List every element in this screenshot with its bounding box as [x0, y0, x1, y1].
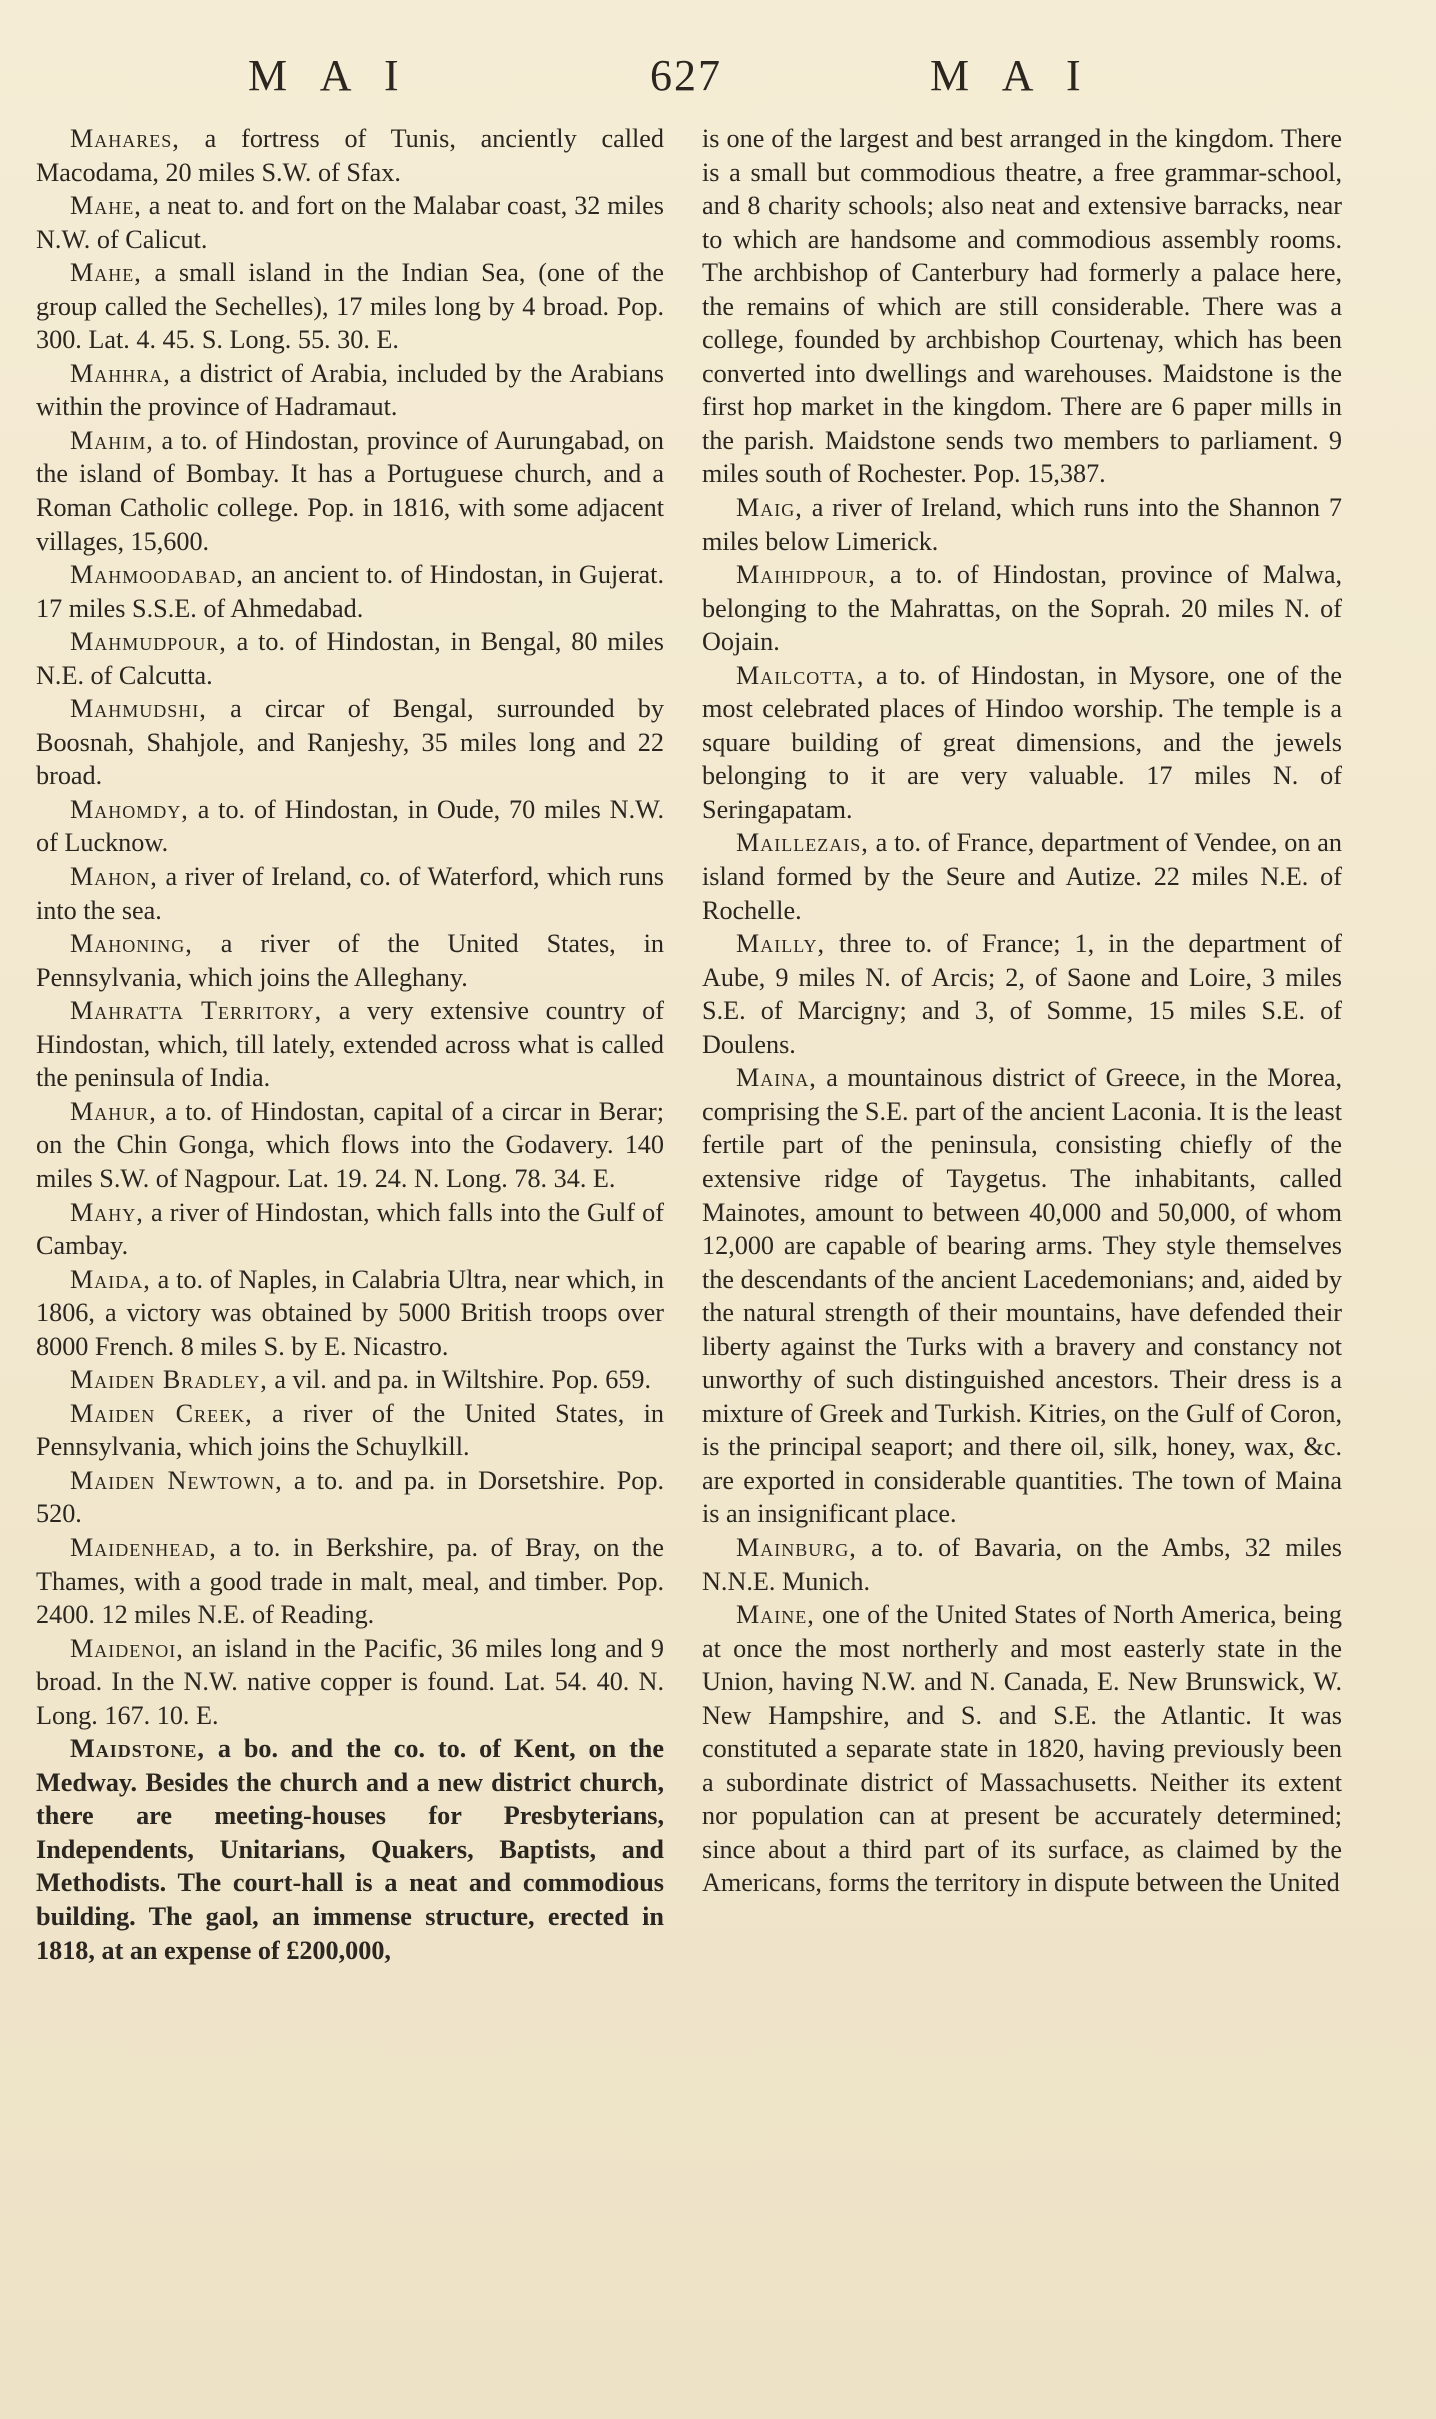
entry-headword: Maillezais,: [736, 828, 869, 858]
entry-text: a circar of Bengal, surrounded by Boosnah, Shahjole, and Ranjeshy, 35 miles long and 22 broad.: [36, 694, 664, 791]
entry-text: a to. in Berkshire, pa. of Bray, on the Thames, with a good trade in malt, meal, and timber. Pop. 2400. 12 miles N.E. of Reading.: [36, 1532, 664, 1630]
gazetteer-entry: [36, 692, 664, 793]
entry-headword: Maidenoi,: [70, 1633, 184, 1663]
gazetteer-entry: [36, 1531, 664, 1632]
entry-headword: Maidstone,: [70, 1734, 205, 1764]
entry-headword: Maihidpour,: [736, 560, 876, 590]
gazetteer-entry: [36, 927, 664, 994]
entry-headword: Maiden Newtown,: [70, 1465, 283, 1495]
gazetteer-entry: [702, 558, 1342, 659]
entry-text: a to. of Hindostan, in Oude, 70 miles N.W. of Lucknow.: [36, 794, 664, 858]
entry-text: a to. of Hindostan, in Bengal, 80 miles N.E. of Calcutta.: [36, 627, 664, 690]
gazetteer-entry: [36, 625, 664, 692]
entry-headword: Mahe,: [70, 258, 142, 288]
entry-headword: Mahur,: [70, 1096, 157, 1126]
entry-headword: Maiden Creek,: [70, 1398, 253, 1428]
entry-text: a to. of Hindostan, province of Aurungabad, on the island of Bombay. It has a Portuguese church, and a Roman Catholic college. Pop. in 1816, with some adjacent villages, 15,600.: [36, 425, 664, 556]
entry-text: a neat to. and fort on the Malabar coast, 32 miles N.W. of Calicut.: [36, 191, 664, 254]
entry-text: a river of Hindostan, which falls into the Gulf of Cambay.: [36, 1197, 664, 1261]
entry-headword: Mailly,: [736, 929, 826, 959]
entry-headword: Mahhra,: [70, 358, 171, 388]
gazetteer-entry: [36, 1632, 664, 1733]
left-column: [36, 122, 664, 2392]
entry-headword: Mahomdy,: [70, 794, 189, 824]
entry-text: three to. of France; 1, in the department of Aube, 9 miles N. of Arcis; 2, of Saone and Loire, 3 miles S.E. of Marcigny; and 3, of Somme, 15 miles S.E. of Doulens.: [702, 929, 1342, 1059]
entry-headword: Mahmoodabad,: [70, 560, 244, 590]
entry-text: a to. and pa. in Dorsetshire. Pop. 520.: [36, 1465, 664, 1529]
entry-headword: Maine,: [736, 1600, 815, 1630]
entry-text: an island in the Pacific, 36 miles long and 9 broad. In the N.W. native copper is found. Lat. 54. 40. N. Long. 167. 10. E.: [36, 1633, 664, 1730]
gazetteer-entry: [36, 256, 664, 357]
entry-headword: Mahares,: [70, 124, 180, 153]
entry-text: a fortress of Tunis, anciently called Macodama, 20 miles S.W. of Sfax.: [36, 124, 664, 187]
entry-headword: Maina,: [736, 1063, 817, 1093]
gazetteer-entry: [36, 424, 664, 558]
right-column: [702, 122, 1342, 2392]
entry-text: a small island in the Indian Sea, (one of the group called the Sechelles), 17 miles long by 4 broad. Pop. 300. Lat. 4. 45. S. Long. 55. 30. E.: [36, 258, 664, 355]
entry-text: a to. of Hindostan, in Mysore, one of the most celebrated places of Hindoo worship. The temple is a square building of great dimensions, and the jewels belonging to it are very valuable. 17 miles N. of Seringapatam.: [702, 660, 1342, 824]
entry-text: a to. of Hindostan, capital of a circar in Berar; on the Chin Gonga, which flows into the Godavery. 140 miles S.W. of Nagpour. Lat. 19. 24. N. Long. 78. 34. E.: [36, 1096, 664, 1193]
entry-headword: Mahmudshi,: [70, 694, 207, 724]
entry-text: a river of Ireland, co. of Waterford, which runs into the sea.: [36, 862, 664, 925]
gazetteer-entry: [702, 659, 1342, 827]
gazetteer-entry: [702, 1531, 1342, 1598]
entry-headword: Mahratta Territory,: [70, 996, 323, 1026]
gazetteer-entry: [36, 994, 664, 1095]
page-number: 627: [650, 51, 722, 100]
gazetteer-entry: [36, 860, 664, 927]
entry-text: a river of Ireland, which runs into the Shannon 7 miles below Limerick.: [702, 493, 1342, 556]
gazetteer-entry: [702, 491, 1342, 558]
header-right: M A I: [930, 51, 1093, 100]
entry-text: a to. of Bavaria, on the Ambs, 32 miles N.N.E. Munich.: [702, 1532, 1342, 1596]
gazetteer-entry: [36, 558, 664, 625]
entry-headword: Mahe,: [70, 191, 142, 221]
entry-headword: Mahoning,: [70, 929, 193, 959]
entry-headword: Maidenhead,: [70, 1532, 217, 1562]
entry-text: a vil. and pa. in Wiltshire. Pop. 659.: [267, 1365, 652, 1395]
gazetteer-entry: [36, 1263, 664, 1364]
gazetteer-entry: [36, 357, 664, 424]
entry-text: a bo. and the co. to. of Kent, on the Medway. Besides the church and a new district church, there are meeting-houses for Presbyterians, Independents, Unitarians, Quakers, Baptists, and Methodists. The court-hall is a neat and commodious building. The gaol, an immense structure, erected in 1818, at an expense of £200,000,: [36, 1734, 664, 1965]
gazetteer-entry: [36, 793, 664, 860]
gazetteer-entry: [36, 122, 664, 189]
gazetteer-entry: [702, 826, 1342, 927]
entry-text: a to. of Hindostan, province of Malwa, belonging to the Mahrattas, on the Soprah. 20 miles N. of Oojain.: [702, 560, 1342, 657]
entry-text: a very extensive country of Hindostan, which, till lately, extended across what is called the peninsula of India.: [36, 996, 664, 1093]
entry-headword: Maida,: [70, 1264, 151, 1294]
entry-headword: Mainburg,: [736, 1532, 857, 1562]
entry-text: a mountainous district of Greece, in the Morea, comprising the S.E. part of the ancient Laconia. It is the least fertile part of the peninsula, consisting chiefly of the extensive ridge of Taygetus. The inhabitants, called Mainotes, amount to between 40,000 and 50,000, of whom 12,000 are capable of bearing arms. They style themselves the descendants of the ancient Lacedemonians; and, aided by the natural strength of their mountains, have defended their liberty against the Turks with a bravery and constancy not unworthy of such distinguished ancestors. Their dress is a mixture of Greek and Turkish. Kitries, on the Gulf of Coron, is the principal seaport; and there oil, silk, honey, wax, &c. are exported in considerable quantities. The town of Maina is an insignificant place.: [702, 1063, 1342, 1529]
gazetteer-entry: [702, 122, 1342, 491]
gazetteer-entry: [702, 1061, 1342, 1531]
entry-text: a district of Arabia, included by the Arabians within the province of Hadramaut.: [36, 358, 664, 422]
gazetteer-entry: [36, 1363, 664, 1397]
gazetteer-entry: [36, 189, 664, 256]
entry-headword: Mahy,: [70, 1197, 144, 1227]
gazetteer-entry: [36, 1196, 664, 1263]
header-left: M A I: [248, 51, 411, 100]
gazetteer-entry: [36, 1732, 664, 1967]
entry-headword: Mahon,: [70, 862, 158, 892]
entry-text: a to. of Naples, in Calabria Ultra, near which, in 1806, a victory was obtained by 5000 British troops over 8000 French. 8 miles S. by E. Nicastro.: [36, 1264, 664, 1361]
gazetteer-entry: [36, 1095, 664, 1196]
entry-headword: Maiden Bradley,: [70, 1365, 268, 1395]
entry-text: one of the United States of North America, being at once the most northerly and most easterly state in the Union, having N.W. and N. Canada, E. New Brunswick, W. New Hampshire, and S. and S.E. the Atlantic. It was constituted a separate state in 1820, having previously been a subordinate district of Massachusetts. Neither its extent nor population can at present be accurately determined; since about a third part of its surface, as claimed by the Americans, forms the territory in dispute between the United: [702, 1600, 1342, 1898]
gazetteer-entry: [36, 1397, 664, 1464]
entry-text: a river of the United States, in Pennsylvania, which joins the Alleghany.: [36, 929, 664, 992]
entry-headword: Maig,: [736, 493, 803, 523]
entry-text: is one of the largest and best arranged in the kingdom. There is a small but commodious theatre, a free grammar-school, and 8 charity schools; also neat and extensive barracks, near to which are handsome and commodious assembly rooms. The archbishop of Canterbury had formerly a palace here, the remains of which are still considerable. There was a college, founded by archbishop Courtenay, which has been converted into dwellings and warehouses. Maidstone is the first hop market in the kingdom. There are 6 paper mills in the parish. Maidstone sends two members to parliament. 9 miles south of Rochester. Pop. 15,387.: [702, 124, 1342, 489]
entry-headword: Mahmudpour,: [70, 627, 227, 657]
entry-text: a to. of France, department of Vendee, on an island formed by the Seure and Autize. 22 miles N.E. of Rochelle.: [702, 828, 1342, 925]
running-header: [0, 50, 1436, 120]
gazetteer-entry: [36, 1464, 664, 1531]
entry-headword: Mailcotta,: [736, 660, 865, 690]
entry-text: a river of the United States, in Pennsylvania, which joins the Schuylkill.: [36, 1398, 664, 1462]
gazetteer-entry: [702, 927, 1342, 1061]
entry-headword: Mahim,: [70, 425, 154, 455]
gazetteer-entry: [702, 1598, 1342, 1900]
entry-text: an ancient to. of Hindostan, in Gujerat. 17 miles S.S.E. of Ahmedabad.: [36, 560, 664, 623]
